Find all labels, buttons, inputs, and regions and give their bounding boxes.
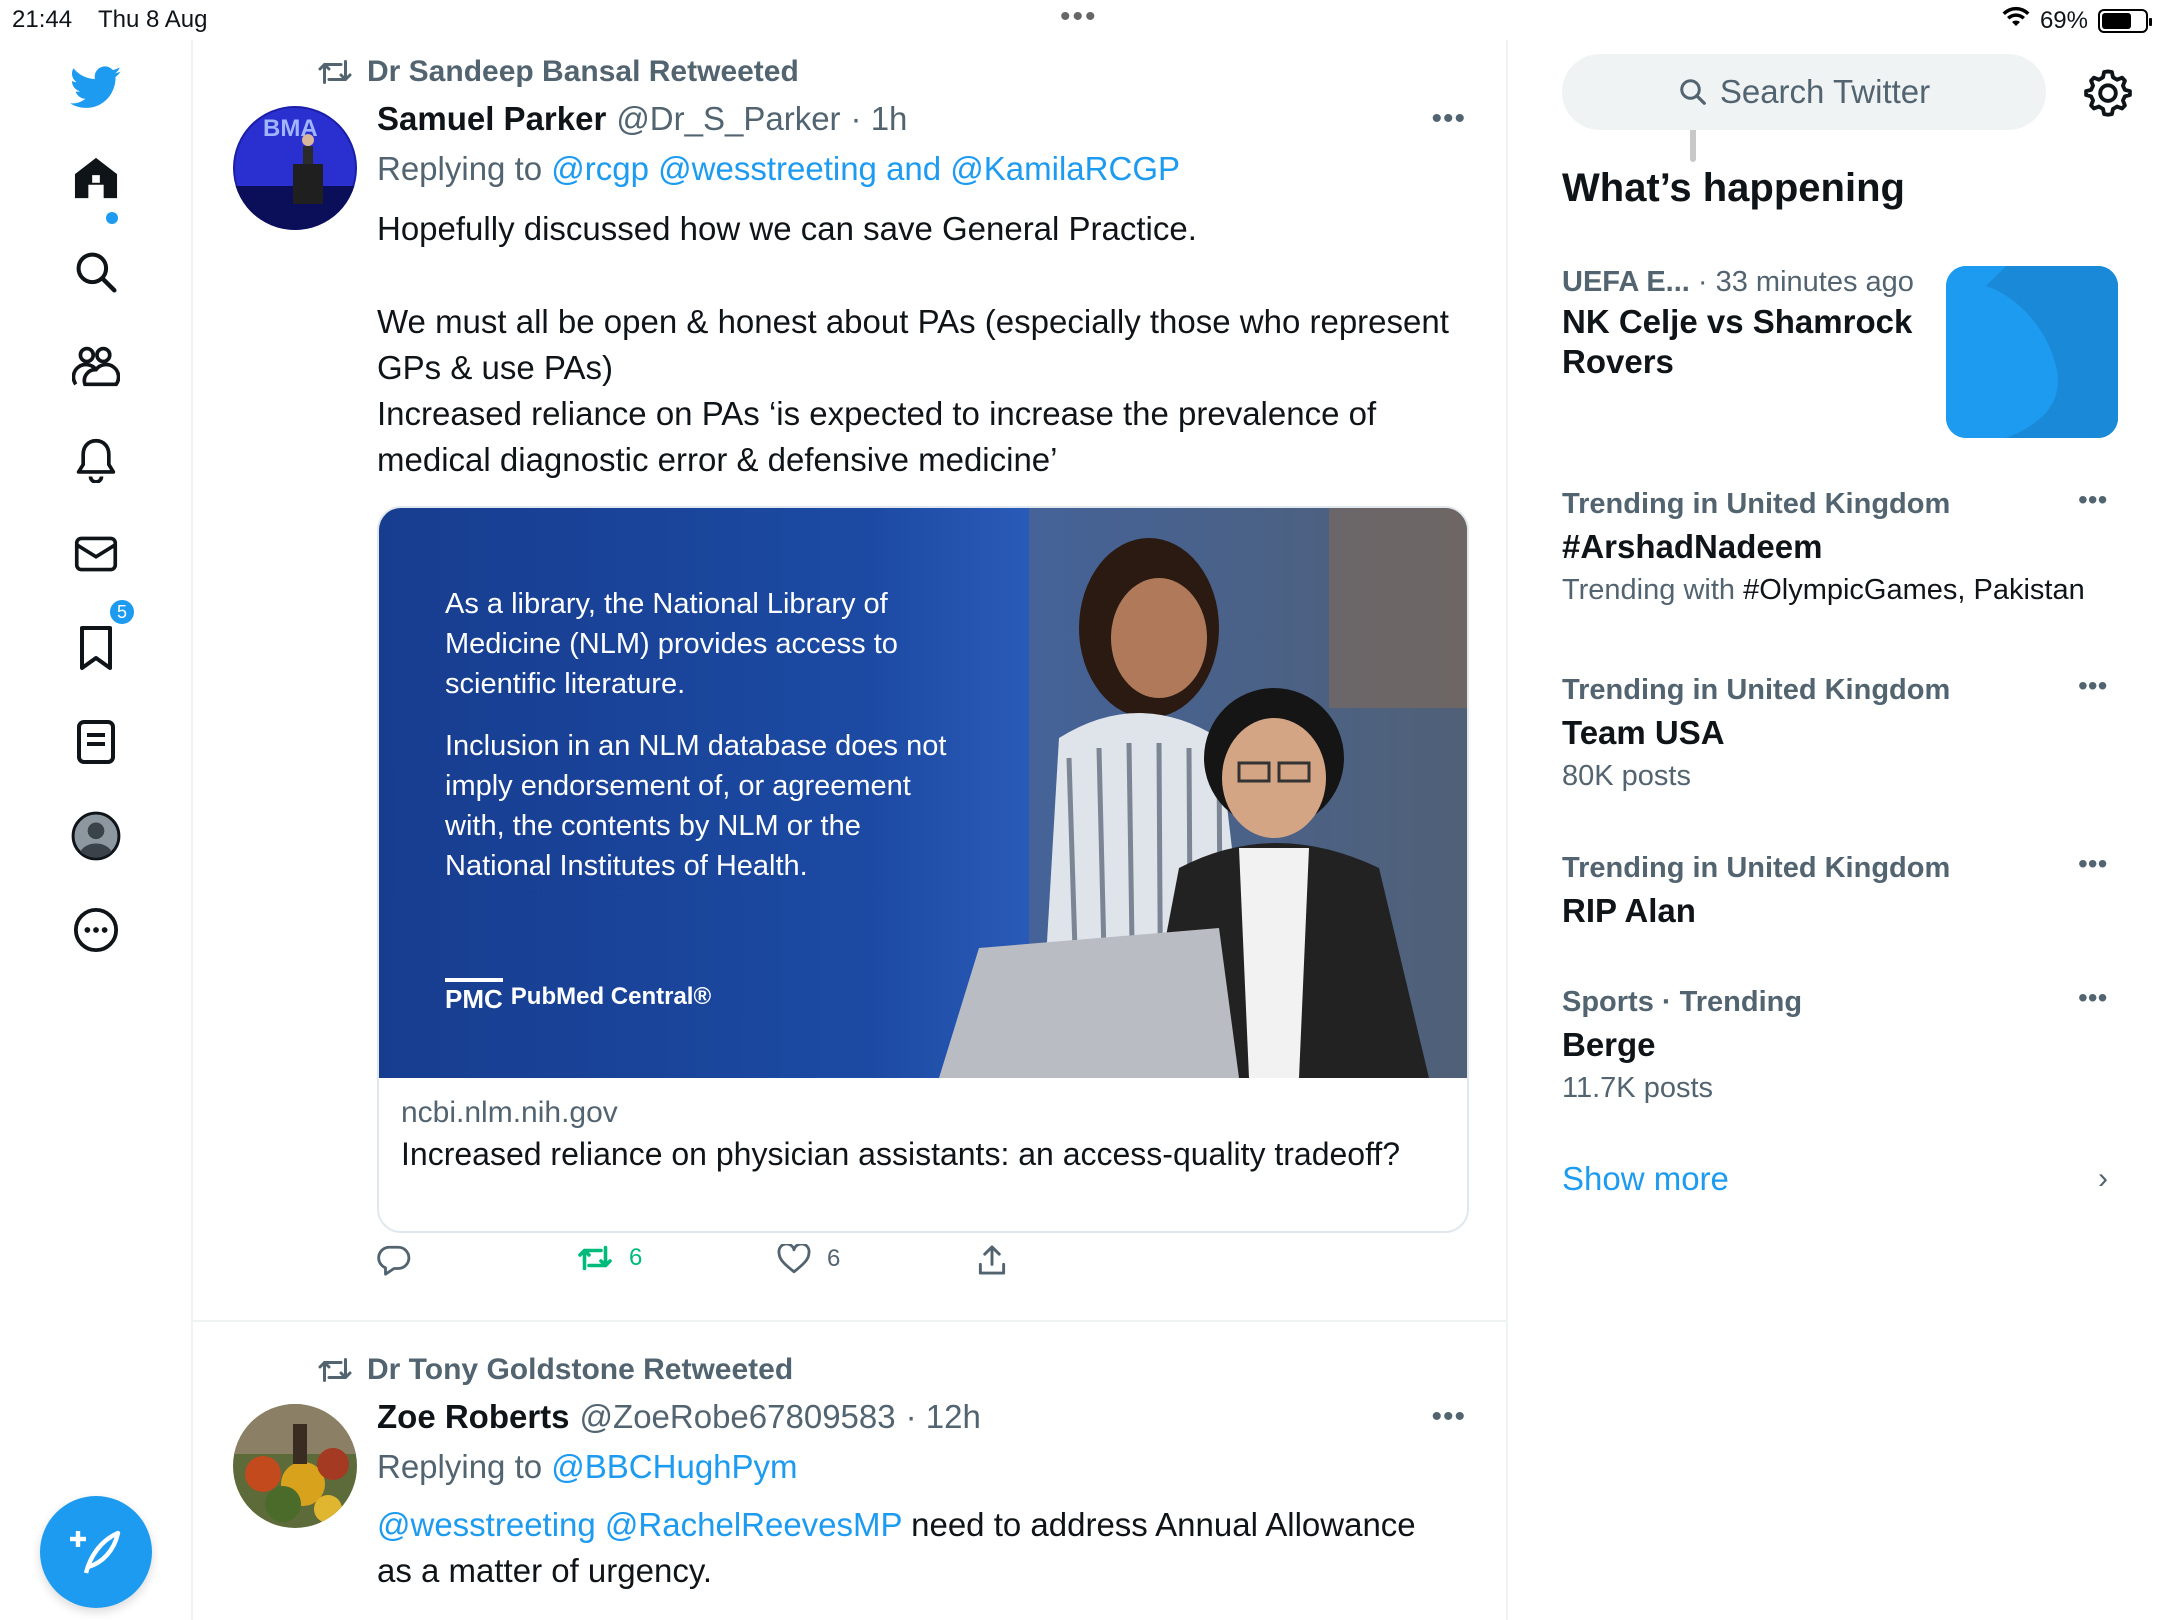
replying-links[interactable]: @BBCHughPym — [551, 1448, 798, 1485]
retweeted-by[interactable]: Dr Sandeep Bansal Retweeted — [367, 55, 799, 88]
card-meta — [401, 1092, 1451, 1174]
home-new-indicator — [106, 212, 118, 224]
trend-sub-bold[interactable]: #OlympicGames, Pakistan — [1743, 574, 2085, 606]
card-domain: ncbi.nlm.nih.gov — [401, 1096, 618, 1129]
event-category: UEFA E... — [1562, 266, 1690, 298]
like-button[interactable] — [777, 1244, 840, 1274]
replying-prefix: Replying to — [377, 150, 543, 187]
trend-meta: Trending in United Kingdom — [1562, 852, 1951, 884]
replying-prefix: Replying to — [377, 1448, 543, 1485]
tweet-text-rest: need to address Annual Allowance as a matter of urgency. — [377, 1506, 1416, 1589]
trend-more-icon[interactable]: ••• — [2078, 484, 2108, 515]
card-image-text-2: Inclusion in an NLM database does not imply endorsement of, or agreement with, the contents by NLM or the National Institutes of Health. — [445, 730, 947, 882]
share-icon — [977, 1244, 1007, 1276]
event-title: NK Celje vs Shamrock Rovers — [1562, 303, 1913, 380]
pmc-logo — [445, 978, 711, 1015]
trend-sub: 11.7K posts — [1562, 1072, 1714, 1104]
timeline[interactable] — [193, 40, 1508, 1620]
retweet-active-icon — [577, 1244, 613, 1272]
avatar[interactable] — [233, 106, 357, 230]
tweet-text-p2: We must all be open & honest about PAs (especially those who represent GPs & use PAs) — [377, 303, 1449, 386]
author-handle[interactable]: @Dr_S_Parker — [616, 100, 841, 137]
tweet-text-p1: Hopefully discussed how we can save General Practice. — [377, 210, 1197, 247]
home-icon[interactable] — [70, 152, 122, 204]
search-icon — [1678, 77, 1708, 107]
tweet-text — [377, 206, 1457, 483]
bookmarks-icon[interactable] — [70, 622, 122, 674]
trend-more-icon[interactable]: ••• — [2078, 848, 2108, 879]
compose-tweet-button[interactable] — [40, 1496, 152, 1608]
trend-sub-prefix: Trending with — [1562, 574, 1744, 606]
tweet-time[interactable]: · 12h — [905, 1398, 981, 1435]
status-time: 21:44 — [12, 6, 73, 33]
reply-button[interactable] — [377, 1244, 411, 1276]
notifications-badge: 5 — [108, 598, 136, 626]
retweeted-by[interactable]: Dr Tony Goldstone Retweeted — [367, 1353, 794, 1386]
event-meta — [1562, 262, 1942, 302]
author-name[interactable]: Zoe Roberts — [377, 1398, 570, 1435]
retweet-context — [317, 52, 799, 92]
card-image-text — [445, 584, 965, 886]
communities-icon[interactable] — [70, 340, 122, 392]
tweet[interactable] — [193, 1322, 1508, 1620]
card-image — [379, 508, 1469, 1078]
trend-meta: Trending in United Kingdom — [1562, 488, 1951, 520]
avatar[interactable] — [233, 1404, 357, 1528]
multitasking-dots[interactable]: ••• — [1060, 0, 1098, 33]
svg-text:BMA: BMA — [263, 115, 318, 142]
tweet-more-icon[interactable]: ••• — [1431, 102, 1466, 135]
tweet[interactable] — [193, 40, 1508, 1322]
tweet-text-p3: Increased reliance on PAs ‘is expected to increase the prevalence of medical diagnostic error & defensive medicine’ — [377, 395, 1377, 478]
trend-item[interactable] — [1562, 982, 2122, 1108]
replying-to — [377, 1448, 798, 1486]
settings-gear-icon[interactable] — [2082, 66, 2134, 118]
trend-more-icon[interactable]: ••• — [2078, 982, 2108, 1013]
tweet-header — [377, 1398, 981, 1436]
trend-item[interactable] — [1562, 848, 2122, 934]
like-count: 6 — [827, 1245, 841, 1272]
battery-percent: 69% — [2039, 6, 2088, 34]
retweet-icon — [317, 58, 353, 86]
pmc-logo-mark: PMC — [445, 978, 503, 1015]
trend-title: #ArshadNadeem — [1562, 528, 1823, 565]
heart-icon — [777, 1244, 811, 1274]
card-title: Increased reliance on physician assistants: an access-quality tradeoff? — [401, 1136, 1401, 1172]
event-thumbnail[interactable] — [1946, 266, 2118, 438]
tweet-time[interactable]: · 1h — [850, 100, 908, 137]
tweet-header — [377, 100, 907, 138]
replying-to — [377, 150, 1180, 188]
trend-title: Berge — [1562, 1026, 1656, 1063]
tweet-actions — [377, 1244, 1077, 1284]
wifi-icon — [2002, 6, 2030, 35]
explore-search-icon[interactable] — [70, 246, 122, 298]
trend-title: RIP Alan — [1562, 892, 1696, 929]
tweet-mentions[interactable]: @wesstreeting @RachelReevesMP — [377, 1506, 902, 1543]
trend-sub: 80K posts — [1562, 760, 1691, 792]
compose-feather-icon — [70, 1527, 122, 1577]
trend-item[interactable] — [1562, 670, 2122, 796]
status-date: Thu 8 Aug — [98, 6, 208, 33]
show-more-link[interactable]: Show more — [1562, 1160, 1729, 1197]
event-item[interactable] — [1562, 262, 1942, 382]
more-options-icon[interactable] — [70, 904, 122, 956]
status-bar — [0, 0, 2160, 40]
event-time: · 33 minutes ago — [1689, 266, 1914, 298]
trend-more-icon[interactable]: ••• — [2078, 670, 2108, 701]
search-placeholder: Search Twitter — [1719, 73, 1931, 110]
trend-item[interactable] — [1562, 484, 2122, 610]
notifications-bell-icon[interactable] — [70, 434, 122, 486]
lists-icon[interactable] — [70, 716, 122, 768]
trend-sub — [1562, 570, 2122, 610]
tweet-more-icon[interactable]: ••• — [1431, 1400, 1466, 1433]
share-button[interactable] — [977, 1244, 1007, 1276]
profile-avatar-icon[interactable] — [70, 810, 122, 862]
reply-icon — [377, 1244, 411, 1276]
left-navigation — [0, 40, 193, 1620]
author-handle[interactable]: @ZoeRobe67809583 — [579, 1398, 896, 1435]
trend-title: Team USA — [1562, 714, 1725, 751]
link-card[interactable] — [377, 506, 1469, 1233]
retweet-context — [317, 1350, 793, 1390]
trend-meta: Trending in United Kingdom — [1562, 674, 1951, 706]
retweet-count: 6 — [629, 1244, 643, 1271]
retweet-icon — [317, 1356, 353, 1384]
trend-meta: Sports · Trending — [1562, 986, 1803, 1018]
messages-envelope-icon[interactable] — [70, 528, 122, 580]
card-image-text-1: As a library, the National Library of Medicine (NLM) provides access to scientific literature. — [445, 588, 898, 700]
replying-links[interactable]: @rcgp @wesstreeting and @KamilaRCGP — [551, 150, 1181, 187]
twitter-logo-icon[interactable] — [70, 62, 122, 114]
chevron-right-icon: › — [2098, 1162, 2108, 1195]
retweet-button[interactable] — [577, 1244, 642, 1272]
status-right — [2002, 6, 2148, 35]
pmc-logo-label: PubMed Central® — [510, 982, 712, 1010]
right-sidebar — [1510, 40, 2160, 1620]
search-input[interactable] — [1562, 54, 2046, 130]
author-name[interactable]: Samuel Parker — [377, 100, 607, 137]
battery-icon — [2098, 9, 2148, 33]
tweet-text — [377, 1502, 1457, 1594]
whats-happening-title: What’s happening — [1562, 166, 1905, 210]
